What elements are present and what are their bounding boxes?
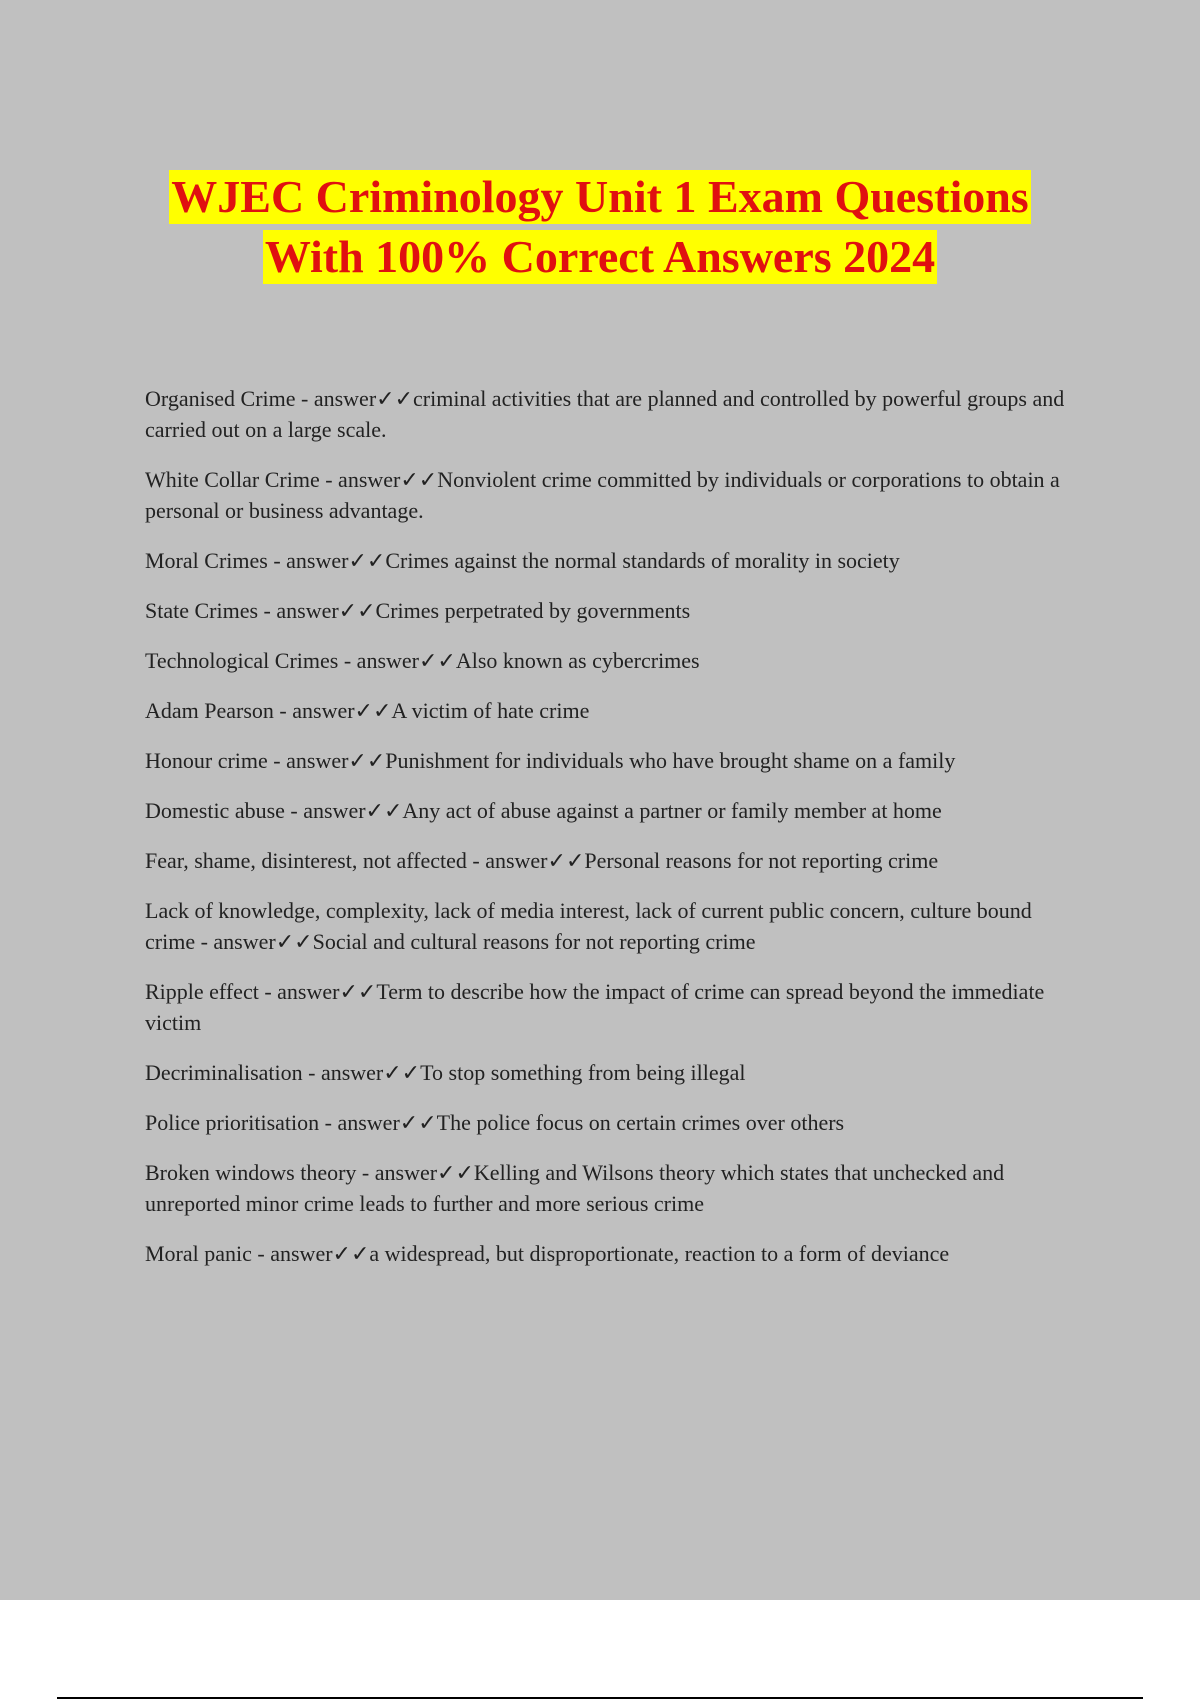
- list-item: Decriminalisation - answer✓✓To stop something from being illegal: [145, 1060, 746, 1085]
- title-line-2: With 100% Correct Answers 2024: [264, 231, 936, 282]
- list-item: Moral Crimes - answer✓✓Crimes against the normal standards of morality in society: [145, 548, 900, 573]
- list-item: Honour crime - answer✓✓Punishment for individuals who have brought shame on a family: [145, 748, 956, 773]
- page-title: [0, 170, 1200, 284]
- list-item: Technological Crimes - answer✓✓Also known as cybercrimes: [145, 648, 700, 673]
- list-item: Domestic abuse - answer✓✓Any act of abuse against a partner or family member at home: [145, 798, 942, 823]
- footer-divider: [57, 1697, 1143, 1699]
- list-item: Ripple effect - answer✓✓Term to describe how the impact of crime can spread beyond the immediate victim: [145, 979, 1045, 1035]
- list-item: Broken windows theory - answer✓✓Kelling and Wilsons theory which states that unchecked and unreported minor crime leads to further and more serious crime: [145, 1160, 1005, 1216]
- title-line-1: WJEC Criminology Unit 1 Exam Questions: [171, 171, 1029, 222]
- list-item: Moral panic - answer✓✓a widespread, but disproportionate, reaction to a form of deviance: [145, 1241, 950, 1266]
- list-item: Adam Pearson - answer✓✓A victim of hate crime: [145, 698, 590, 723]
- list-item: Lack of knowledge, complexity, lack of media interest, lack of current public concern, culture bound crime - answer✓✓Social and cultural reasons for not reporting crime: [145, 898, 1032, 954]
- qa-list: [145, 383, 1070, 1288]
- list-item: Police prioritisation - answer✓✓The police focus on certain crimes over others: [145, 1110, 845, 1135]
- list-item: Fear, shame, disinterest, not affected - answer✓✓Personal reasons for not reporting crime: [145, 848, 939, 873]
- list-item: Organised Crime - answer✓✓criminal activities that are planned and controlled by powerful groups and carried out on a large scale.: [145, 386, 1065, 442]
- list-item: White Collar Crime - answer✓✓Nonviolent crime committed by individuals or corporations to obtain a personal or business advantage.: [145, 467, 1060, 523]
- list-item: State Crimes - answer✓✓Crimes perpetrated by governments: [145, 598, 691, 623]
